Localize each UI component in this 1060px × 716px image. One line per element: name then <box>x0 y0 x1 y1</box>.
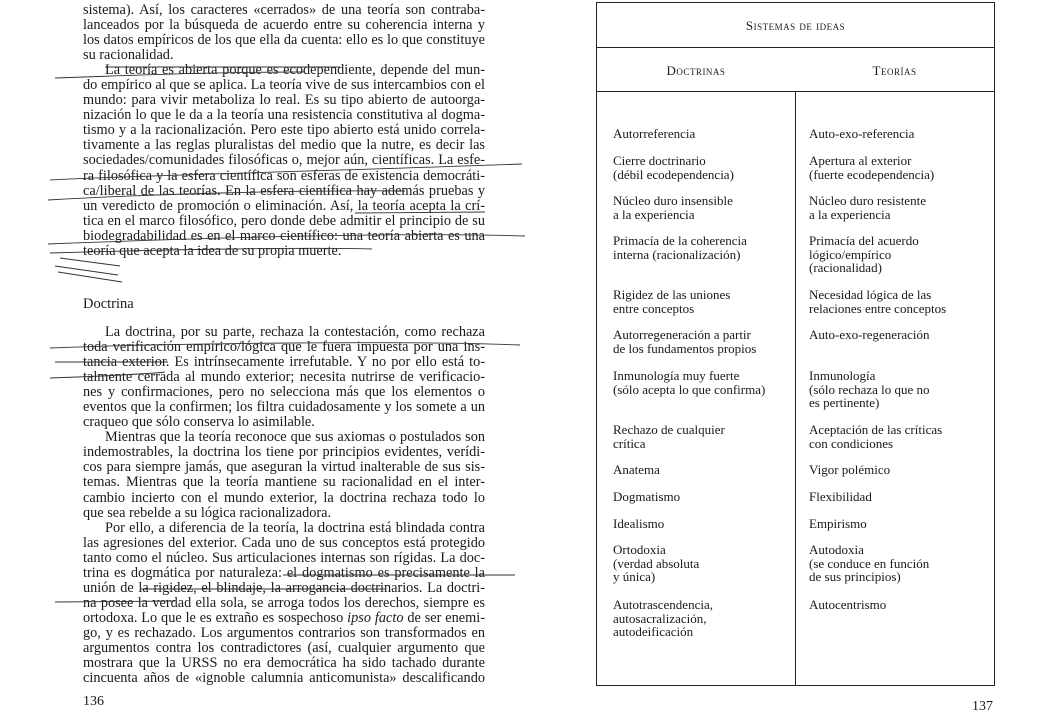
table-cell-teoria: Auto-exo-regeneración <box>809 327 930 342</box>
text-line: sociedades/comunidades filosóficas o, mejor aún, científicas. La esfe- <box>83 152 485 169</box>
page-number-left: 136 <box>83 694 104 709</box>
table-cell-teoria: Auto-exo-referencia <box>809 126 915 141</box>
text-line: Mientras que la teoría reconoce que sus axiomas o postulados son <box>105 429 485 446</box>
table-cell-doctrina: Núcleo duro insensible a la experiencia <box>613 193 733 222</box>
table-cell-teoria: Empirismo <box>809 516 867 531</box>
table-cell-teoria: Vigor polémico <box>809 462 891 477</box>
page-number-right: 137 <box>972 699 993 714</box>
text-line: toda verificación empírico/lógica que le fuera impuesta por una ins- <box>83 339 485 356</box>
table-cell-teoria: Aceptación de las críticas con condiciones <box>809 422 943 451</box>
text-line: unión de la rigidez, el blindaje, la arrogancia doctrinarios. La doctri- <box>83 579 485 596</box>
paragraph-doctrina <box>83 325 485 686</box>
paragraph-teoria <box>83 3 485 259</box>
table-cell-doctrina: Dogmatismo <box>613 489 681 504</box>
section-heading-doctrina: Doctrina <box>83 296 134 312</box>
text-line: cambio incierto con el mundo exterior, la doctrina rechaza todo lo <box>83 489 485 506</box>
text-line: las agresiones del exterior. Cada uno de sus conceptos está protegido <box>83 534 485 551</box>
column-header-doctrinas: Doctrinas <box>666 63 726 78</box>
column-header-teorias: Teorías <box>872 63 917 78</box>
table-cell-teoria: Núcleo duro resistente a la experiencia <box>809 193 926 222</box>
text-line: un veredicto de promoción o eliminación. Así, la teoría acepta la crí- <box>83 197 485 214</box>
text-line: nes y confirmaciones, pero no selecciona más que los elementos o <box>83 384 485 401</box>
text-line: tismo y a la racionalización. Pero este tipo abierto está unido correla- <box>83 122 485 139</box>
text-line: mostrara que la URSS no era democrática ha sido tachado durante <box>83 655 485 672</box>
text-line: eventos que la confirmen; los filtra cuidadosamente y los somete a un <box>83 399 485 416</box>
text-line: cincuenta años de «ignoble calumnia anticomunista» descalificando <box>83 670 485 687</box>
text-line: mundo: para vivir metaboliza lo real. Es su tipo abierto de autoorga- <box>83 92 485 109</box>
text-line: que sea rebelde a su lógica racionalizadora. <box>83 504 332 521</box>
table-cell-teoria: Inmunología (sólo rechaza lo que no es pertinente) <box>809 368 930 411</box>
table-cell-doctrina: Autorreferencia <box>613 126 696 141</box>
text-line: ortodoxa. Lo que le es extraño es sospechoso ipso facto de ser enemi- <box>83 609 485 626</box>
text-line: biodegradabilidad es en el marco científico: una teoría abierta es una <box>83 227 485 244</box>
text-line: indemostrables, la doctrina los tiene por principios evidentes, verídi- <box>83 444 485 461</box>
table-cell-teoria: Necesidad lógica de las relaciones entre conceptos <box>809 287 947 316</box>
table-cell-doctrina: Autotrascendencia, autosacralización, autodeificación <box>613 597 713 640</box>
table-cell-doctrina: Anatema <box>613 462 660 477</box>
table-cell-doctrina: Rigidez de las uniones entre conceptos <box>613 287 731 316</box>
table-cell-teoria: Primacía del acuerdo lógico/empírico (racionalidad) <box>809 233 919 276</box>
text-line: na posee la verdad ella sola, se arroga todos los derechos, siempre es <box>83 594 485 611</box>
table-cell-teoria: Autodoxia (se conduce en función de sus principios) <box>809 542 930 585</box>
table-cell-doctrina: Cierre doctrinario (débil ecodependencia) <box>613 153 734 182</box>
text-line: tancia exterior. Es intrínsecamente irrefutable. Y no por ello está to- <box>83 354 485 371</box>
text-line: lanceados por la búsqueda de acuerdo entre su coherencia interna y <box>83 17 485 34</box>
ideas-systems-table <box>596 2 995 686</box>
divider <box>597 47 994 48</box>
table-cell-doctrina: Ortodoxia (verdad absoluta y única) <box>613 542 700 585</box>
text-line: go, y es rechazado. Los argumentos contrarios son transformados en <box>83 624 485 641</box>
text-line: nización lo que le da a la teoría una resistencia constitutiva al dogma- <box>83 107 485 124</box>
text-line: su racionalidad. <box>83 47 174 64</box>
table-title: Sistemas de ideas <box>745 18 846 33</box>
text-line: ca/liberal de las teorías. En la esfera científica hay además pruebas y <box>83 182 485 199</box>
text-line: La teoría es abierta porque es ecodependiente, depende del mun- <box>105 62 485 79</box>
text-line: Por ello, a diferencia de la teoría, la doctrina está blindada contra <box>105 519 485 536</box>
text-line: argumentos contra los contradictores (así, cualquier argumento que <box>83 639 485 656</box>
text-line: sistema). Así, los caracteres «cerrados» de una teoría son contraba- <box>83 2 485 18</box>
text-line: tica en el marco filosófico, pero donde debe admitir el principio de su <box>83 212 485 229</box>
text-line: cos para siempre jamás, que aseguran la virtud inalterable de sus sis- <box>83 459 485 476</box>
table-cell-doctrina: Autorregeneración a partir de los fundamentos propios <box>613 327 757 356</box>
text-line: La doctrina, por su parte, rechaza la contestación, como rechaza <box>105 324 485 340</box>
text-line: tanto como el núcleo. Sus articulaciones internas son rígidas. La doc- <box>83 549 485 566</box>
text-line: los datos empíricos de los que ella da cuenta: ello es lo que constituye <box>83 32 485 49</box>
table-cell-doctrina: Inmunología muy fuerte (sólo acepta lo que confirma) <box>613 368 766 397</box>
text-line: trina es dogmática por naturaleza: el dogmatismo es precisamente la <box>83 564 485 581</box>
text-line: craqueo que sólo conserva lo asimilable. <box>83 414 315 431</box>
text-line: tivamente a las reglas pluralistas del medio que la nutre, es decir las <box>83 137 485 154</box>
table-cell-doctrina: Primacía de la coherencia interna (racionalización) <box>613 233 747 262</box>
table-cell-doctrina: Rechazo de cualquier crítica <box>613 422 725 451</box>
text-line: ra filosófica y la esfera científica son esferas de existencia democráti- <box>83 167 485 184</box>
table-cell-doctrina: Idealismo <box>613 516 665 531</box>
text-line: teoría que acepta la idea de su propia muerte. <box>83 242 342 259</box>
pen-scribble <box>55 258 122 282</box>
column-divider <box>795 92 796 685</box>
table-cell-teoria: Flexibilidad <box>809 489 872 504</box>
italic-term: ipso facto <box>347 609 404 626</box>
text-line: temas. Mientras que la teoría mantiene su racionalidad en el inter- <box>83 474 485 491</box>
table-cell-teoria: Apertura al exterior (fuerte ecodependencia) <box>809 153 935 182</box>
text-line: do empírico al que se aplica. La teoría vive de sus intercambios con el <box>83 77 485 94</box>
text-line: talmente cerrada al mundo exterior; necesita nutrirse de verificacio- <box>83 369 485 386</box>
table-cell-teoria: Autocentrismo <box>809 597 887 612</box>
